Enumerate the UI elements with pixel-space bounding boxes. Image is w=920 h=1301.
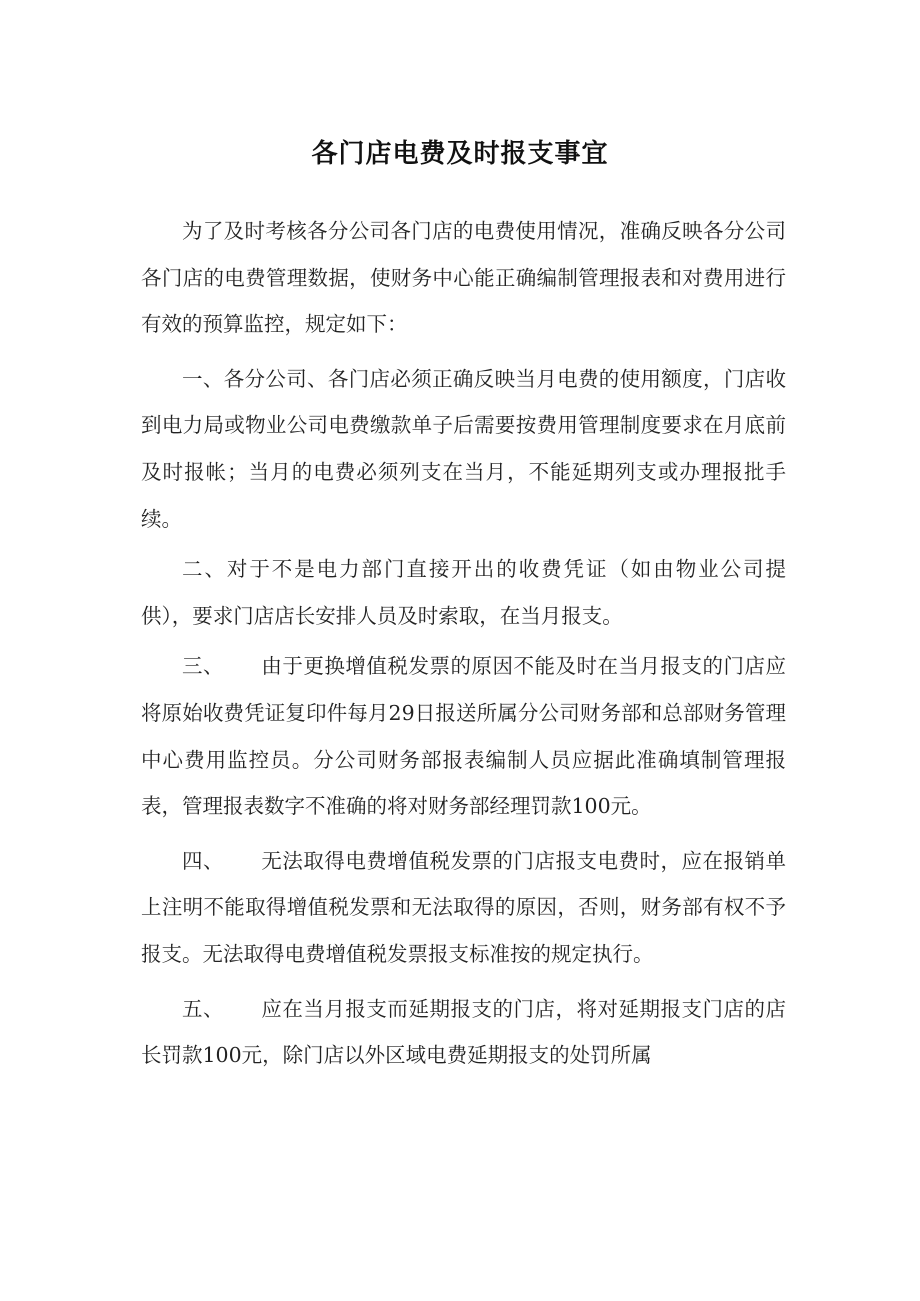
section-2-paragraph (141, 546, 786, 639)
section-1-text: 各分公司、各门店必须正确反映当月电费的使用额度，门店收到电力局或物业公司电费缴款单子后需要按费用管理制度要求在月底前及时报帐；当月的电费必须列支在当月，不能延期列支或办理报批手续。 (141, 366, 787, 531)
section-3-text: 由于更换增值税发票的原因不能及时在当月报支的门店应将原始收费凭证复印件每月29日报送所属分公司财务部和总部财务管理中心费用监控员。分公司财务部报表编制人员应据此准确填制管理报表，管理报表数字不准确的将对财务部经理罚款100元。 (141, 654, 787, 819)
document-body (141, 208, 786, 1079)
section-5-text: 应在当月报支而延期报支的门店，将对延期报支门店的店长罚款100元，除门店以外区域电费延期报支的处罚所属 (141, 996, 787, 1068)
section-1-paragraph (141, 356, 786, 542)
document-title: 各门店电费及时报支事宜 (311, 139, 609, 169)
section-2-number: 二、 (182, 557, 227, 582)
section-3-number: 三、 (182, 654, 225, 679)
section-5-number: 五、 (182, 996, 225, 1021)
section-3-paragraph (141, 643, 786, 829)
section-4-paragraph (141, 838, 786, 978)
section-2-text: 对于不是电力部门直接开出的收费凭证（如由物业公司提供），要求门店店长安排人员及时索取，在当月报支。 (141, 557, 787, 628)
section-1-number: 一、 (182, 366, 224, 391)
section-5-paragraph (141, 986, 786, 1079)
section-4-text: 无法取得电费增值税发票的门店报支电费时，应在报销单上注明不能取得增值税发票和无法取得的原因，否则，财务部有权不予报支。无法取得电费增值税发票报支标准按的规定执行。 (141, 848, 787, 966)
intro-paragraph: 为了及时考核各分公司各门店的电费使用情况，准确反映各分公司各门店的电费管理数据，使财务中心能正确编制管理报表和对费用进行有效的预算监控，规定如下： (141, 219, 786, 337)
section-4-number: 四、 (182, 848, 225, 873)
